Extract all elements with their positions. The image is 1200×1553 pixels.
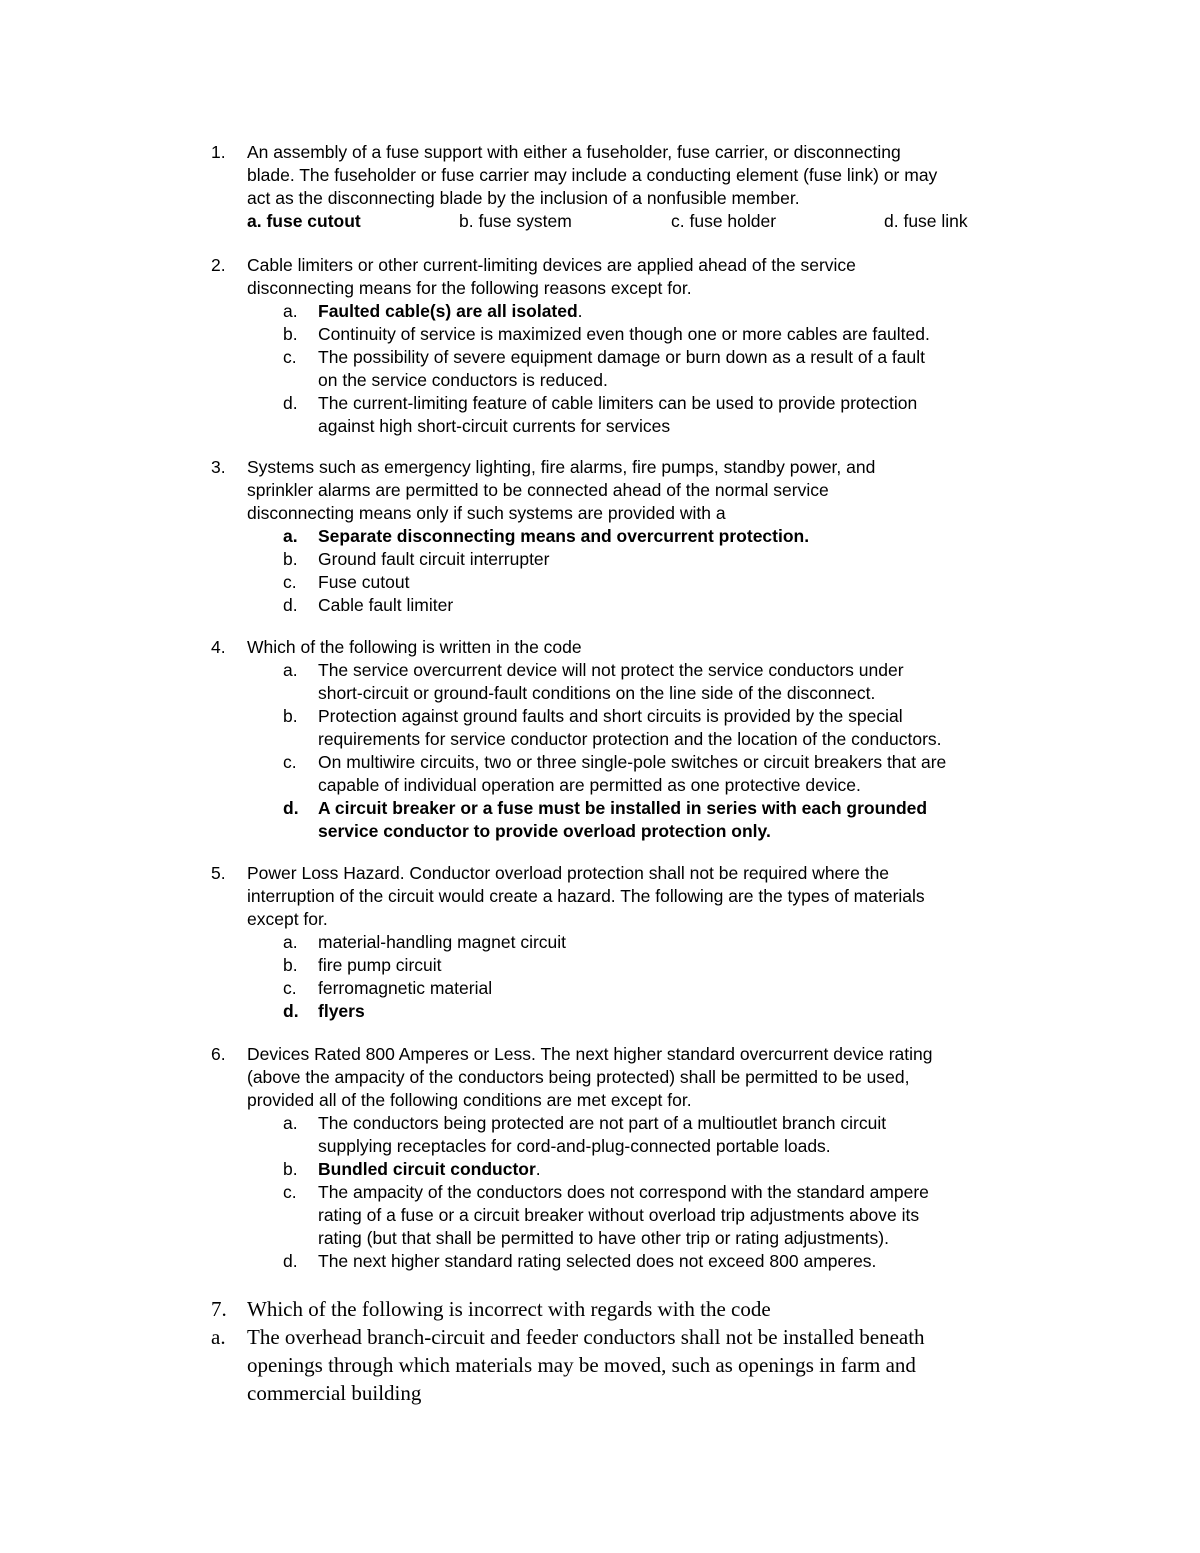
- question-stem-line: Devices Rated 800 Amperes or Less. The next higher standard overcurrent device rating: [247, 1044, 933, 1064]
- option-d: The current-limiting feature of cable limiters can be used to provide protection: [318, 393, 918, 413]
- question-stem-line: provided all of the following conditions are met except for.: [247, 1090, 692, 1110]
- option-a: Separate disconnecting means and overcurrent protection.: [318, 526, 810, 546]
- option-c-line-2: on the service conductors is reduced.: [318, 370, 608, 390]
- option-suffix: .: [535, 1159, 541, 1179]
- option-b-line-2: requirements for service conductor protection and the location of the conductors.: [318, 729, 942, 749]
- option-letter: a.: [283, 932, 298, 952]
- option-d: flyers: [318, 1001, 365, 1021]
- option-c: The ampacity of the conductors does not correspond with the standard ampere: [318, 1182, 929, 1202]
- option-a-line-3: commercial building: [247, 1381, 422, 1405]
- option-a: The conductors being protected are not part of a multioutlet branch circuit: [318, 1113, 887, 1133]
- question-number: 7.: [211, 1297, 227, 1321]
- option-letter: a.: [283, 301, 298, 321]
- question-number: 2.: [211, 255, 226, 275]
- question-stem-line: act as the disconnecting blade by the inclusion of a nonfusible member.: [247, 188, 800, 208]
- option-a: material-handling magnet circuit: [318, 932, 567, 952]
- option-c-line-2: capable of individual operation are permitted as one protective device.: [318, 775, 861, 795]
- question-stem-line: disconnecting means for the following reasons except for.: [247, 278, 692, 298]
- question-stem-line: sprinkler alarms are permitted to be connected ahead of the normal service: [247, 480, 829, 500]
- question-stem-line: except for.: [247, 909, 328, 929]
- option-letter: d.: [283, 1251, 298, 1271]
- option-letter: c.: [283, 1182, 297, 1202]
- option-a-line-2: supplying receptacles for cord-and-plug-connected portable loads.: [318, 1136, 831, 1156]
- option-text: Faulted cable(s) are all isolated: [318, 301, 578, 321]
- option-a: a. fuse cutout: [247, 211, 361, 231]
- option-c-line-2: rating of a fuse or a circuit breaker without overload trip adjustments above its: [318, 1205, 920, 1225]
- question-stem-line: Which of the following is incorrect with regards with the code: [247, 1297, 771, 1321]
- option-suffix: .: [577, 301, 583, 321]
- question-stem-line: Power Loss Hazard. Conductor overload protection shall not be required where the: [247, 863, 890, 883]
- option-letter: b.: [283, 1159, 298, 1179]
- question-number: 4.: [211, 637, 226, 657]
- question-stem-line: Which of the following is written in the code: [247, 637, 582, 657]
- question-number: 3.: [211, 457, 226, 477]
- question-number: 6.: [211, 1044, 226, 1064]
- option-a-line-2: short-circuit or ground-fault conditions on the line side of the disconnect.: [318, 683, 876, 703]
- option-b: Protection against ground faults and short circuits is provided by the special: [318, 706, 903, 726]
- option-d-line-2: service conductor to provide overload protection only.: [318, 821, 771, 841]
- option-b: fire pump circuit: [318, 955, 442, 975]
- option-c: On multiwire circuits, two or three single-pole switches or circuit breakers that are: [318, 752, 947, 772]
- option-letter: b.: [283, 549, 298, 569]
- question-stem-line: An assembly of a fuse support with either a fuseholder, fuse carrier, or disconnecting: [247, 142, 901, 162]
- option-d: A circuit breaker or a fuse must be installed in series with each grounded: [318, 798, 928, 818]
- option-letter: a.: [283, 660, 298, 680]
- option-letter: b.: [283, 706, 298, 726]
- option-letter: d.: [283, 393, 298, 413]
- option-letter: c.: [283, 572, 297, 592]
- question-stem-line: blade. The fuseholder or fuse carrier may include a conducting element (fuse link) or may: [247, 165, 938, 185]
- option-letter: c.: [283, 347, 297, 367]
- question-stem-line: interruption of the circuit would create a hazard. The following are the types of materials: [247, 886, 925, 906]
- option-a: The service overcurrent device will not protect the service conductors under: [318, 660, 904, 680]
- option-a-line-2: openings through which materials may be moved, such as openings in farm and: [247, 1353, 916, 1377]
- option-a: [318, 300, 583, 323]
- option-c: ferromagnetic material: [318, 978, 493, 998]
- option-b: b. fuse system: [459, 211, 572, 231]
- option-letter: b.: [283, 955, 298, 975]
- question-number: 5.: [211, 863, 226, 883]
- option-letter: d.: [283, 595, 298, 615]
- option-letter: d.: [283, 798, 299, 818]
- question-number: 1.: [211, 142, 226, 162]
- option-b: [318, 1158, 541, 1181]
- question-stem-line: Cable limiters or other current-limiting devices are applied ahead of the service: [247, 255, 856, 275]
- option-b: Ground fault circuit interrupter: [318, 549, 550, 569]
- inline-options: [0, 210, 1200, 233]
- option-b: Continuity of service is maximized even though one or more cables are faulted.: [318, 324, 930, 344]
- option-letter: c.: [283, 752, 297, 772]
- option-letter: d.: [283, 1001, 299, 1021]
- option-c-line-3: rating (but that shall be permitted to have other trip or rating adjustments).: [318, 1228, 889, 1248]
- option-d: d. fuse link: [884, 211, 968, 231]
- question-stem-line: Systems such as emergency lighting, fire alarms, fire pumps, standby power, and: [247, 457, 876, 477]
- option-text: Bundled circuit conductor: [318, 1159, 536, 1179]
- option-d-line-2: against high short-circuit currents for services: [318, 416, 671, 436]
- option-letter: c.: [283, 978, 297, 998]
- option-d: The next higher standard rating selected does not exceed 800 amperes.: [318, 1251, 877, 1271]
- option-letter: a.: [283, 1113, 298, 1133]
- option-letter: a.: [211, 1325, 226, 1349]
- option-d: Cable fault limiter: [318, 595, 454, 615]
- option-c: c. fuse holder: [671, 211, 777, 231]
- option-a: The overhead branch-circuit and feeder conductors shall not be installed beneath: [247, 1325, 925, 1349]
- question-stem-line: disconnecting means only if such systems are provided with a: [247, 503, 726, 523]
- option-c: Fuse cutout: [318, 572, 410, 592]
- option-c: The possibility of severe equipment damage or burn down as a result of a fault: [318, 347, 926, 367]
- option-letter: a.: [283, 526, 298, 546]
- question-stem-line: (above the ampacity of the conductors being protected) shall be permitted to be used,: [247, 1067, 910, 1087]
- option-letter: b.: [283, 324, 298, 344]
